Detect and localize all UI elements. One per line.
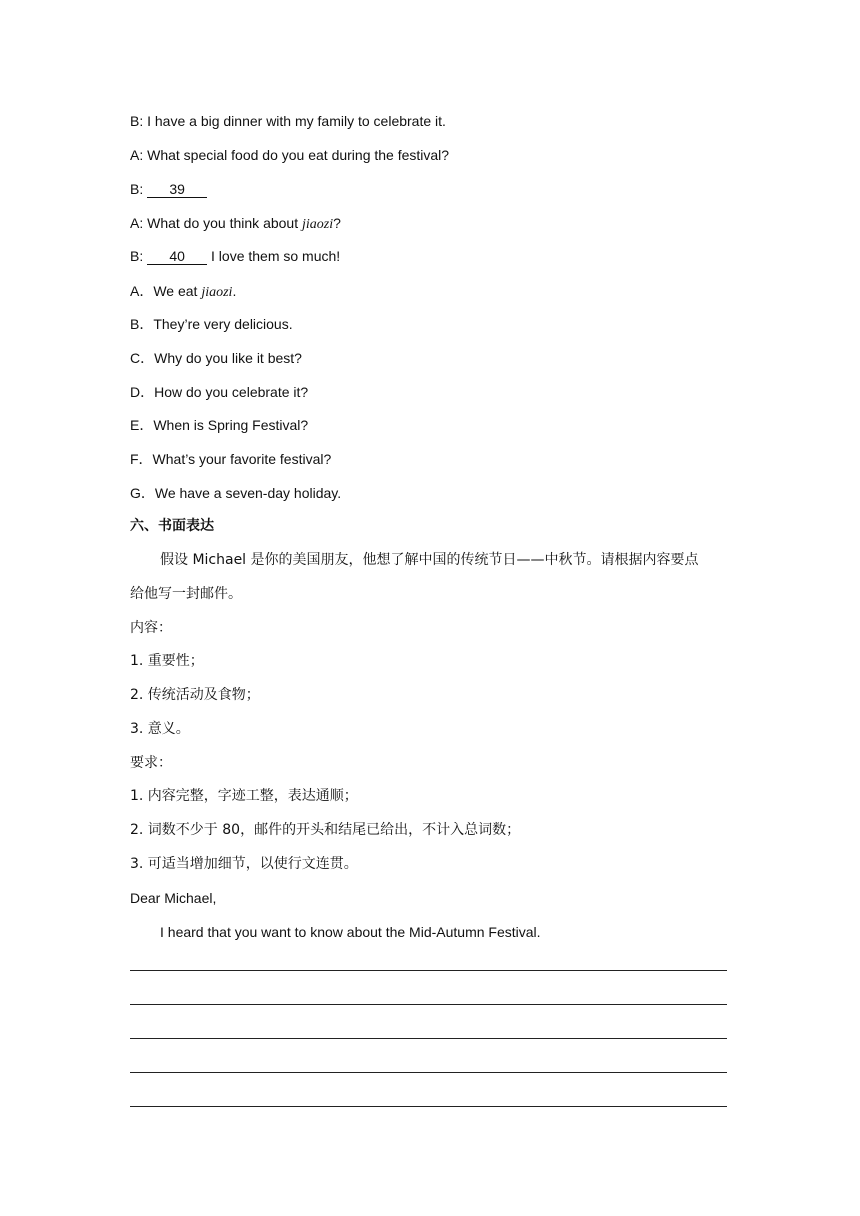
dialogue-text: I love them so much! <box>207 248 341 264</box>
dialogue-line: A: What special food do you eat during the festival? <box>130 147 450 163</box>
option-f: F．What’s your favorite festival? <box>130 451 332 467</box>
requirement-item: 2. 词数不少于 80，邮件的开头和结尾已给出，不计入总词数； <box>130 822 521 838</box>
requirement-item: 1. 内容完整，字迹工整，表达通顺； <box>130 788 358 804</box>
option-b: B．They’re very delicious. <box>130 316 293 332</box>
option-c: C．Why do you like it best? <box>130 350 302 366</box>
option-a <box>130 281 236 303</box>
prompt-line: 给他写一封邮件。 <box>130 586 242 602</box>
dialogue-text: ? <box>333 215 341 231</box>
letter-greeting: Dear Michael, <box>130 890 217 906</box>
writing-line <box>130 1004 727 1005</box>
option-text: . <box>232 283 237 299</box>
speaker-prefix: B: <box>130 181 148 197</box>
requirements-label: 要求： <box>130 755 172 771</box>
option-text: A．We eat <box>130 283 202 299</box>
dialogue-line <box>130 246 340 266</box>
section-heading: 六、书面表达 <box>130 518 214 534</box>
dialogue-text: A: What do you think about <box>130 215 302 231</box>
writing-line <box>130 970 727 971</box>
option-d: D．How do you celebrate it? <box>130 384 309 400</box>
answer-blank-40: 40 <box>147 248 207 265</box>
italic-word: jiaozi <box>302 217 334 232</box>
requirement-item: 3. 可适当增加细节，以使行文连贯。 <box>130 856 358 872</box>
option-g: G．We have a seven-day holiday. <box>130 485 342 501</box>
italic-word: jiaozi <box>201 285 233 300</box>
dialogue-line <box>130 179 207 199</box>
writing-line <box>130 1106 727 1107</box>
content-item: 2. 传统活动及食物； <box>130 687 260 703</box>
dialogue-line: B: I have a big dinner with my family to celebrate it. <box>130 113 446 129</box>
letter-opening: I heard that you want to know about the Mid-Autumn Festival. <box>160 924 541 940</box>
content-item: 3. 意义。 <box>130 721 190 737</box>
content-item: 1. 重要性； <box>130 653 204 669</box>
answer-blank-39: 39 <box>147 181 207 198</box>
writing-line <box>130 1038 727 1039</box>
prompt-line: 假设 Michael 是你的美国朋友，他想了解中国的传统节日——中秋节。请根据内容要点 <box>160 552 699 568</box>
writing-line <box>130 1072 727 1073</box>
content-label: 内容： <box>130 620 172 636</box>
option-e: E．When is Spring Festival? <box>130 417 309 433</box>
speaker-prefix: B: <box>130 248 148 264</box>
dialogue-line <box>130 213 341 235</box>
